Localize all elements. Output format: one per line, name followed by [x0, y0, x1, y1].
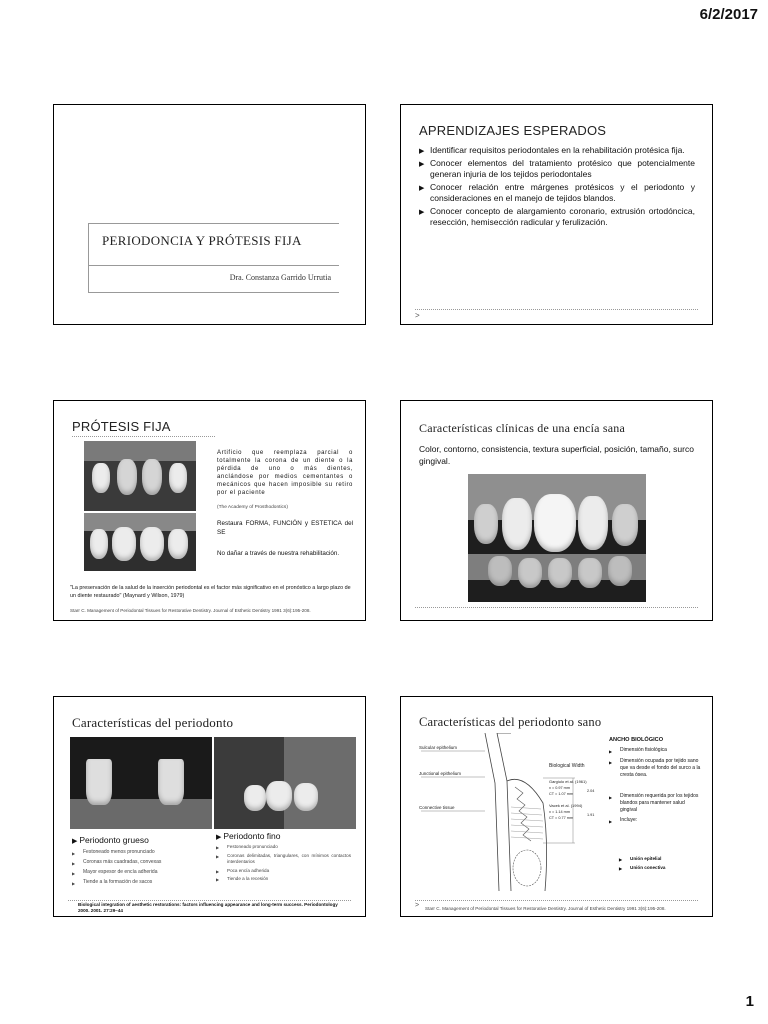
author-name: Dra. Constanza Garrido Urrutia	[229, 273, 331, 282]
arrow-bullet-icon: ▶	[216, 834, 224, 841]
corner-arrow-icon: >	[415, 902, 420, 909]
list-item: ▶ Tiende a la formación de sacos	[72, 879, 153, 886]
arrow-bullet-icon: ▶	[419, 209, 425, 216]
list-item: ▶ Coronas delimitadas, triangulares, con mínimos contactos interdentarios	[216, 852, 351, 864]
thin-title: ▶ Periodonto fino	[216, 831, 281, 841]
ancho-biologico-title: ANCHO BIOLÓGICO	[609, 737, 664, 743]
list-item: ▶ Dimensión ocupada por tejido sano que va desde el fondo del surco a la cresta ósea.	[609, 758, 701, 778]
incluye-sublist	[619, 855, 699, 873]
list-item: ▶ Identificar requisitos periodontales en la rehabilitación protésica fija.	[419, 145, 685, 155]
connective-label: Connective tissue	[419, 805, 455, 810]
arrow-bullet-icon: ▶	[216, 868, 220, 874]
vacek-line1: x = 1.14 mm	[549, 810, 570, 814]
reference: Biological integration of aesthetic restorations: factors influencing appearance and long-term success. Periodontology 2000. 2001. 27:29–44	[78, 902, 338, 913]
biological-width-diagram	[415, 733, 605, 891]
list-item: ▶ Incluye:	[609, 817, 638, 824]
vacek-ref: Vacek et al. (1994)	[549, 803, 583, 808]
divider	[72, 436, 215, 437]
author-frame	[88, 265, 339, 293]
arrow-bullet-icon: ▶	[419, 161, 425, 168]
thin-list	[216, 844, 351, 885]
slide-objectives	[400, 104, 713, 325]
slide-periodonto-sano	[400, 696, 713, 917]
arrow-bullet-icon: ▶	[216, 877, 220, 882]
list-item: ▶ Conocer elementos del tratamiento protésico que potencialmente generan injuria de los tejidos periodontales	[419, 158, 695, 179]
arrow-bullet-icon: ▶	[419, 185, 425, 192]
bw-title: Biological Width	[549, 763, 585, 769]
list-item: ▶ Tiende a la recesión	[216, 876, 269, 882]
vacek-line2: CT = 0.77 mm	[549, 816, 574, 820]
thin-periodontium-photo	[214, 737, 356, 829]
restore-text: Restaura FORMA, FUNCIÓN y ESTETICA del SE	[217, 520, 353, 536]
reference: Starr C. Management of Periodontal Tissues for Restorative Dentistry. Journal of Esthetic Dentistry 1991 3(6):195-208.	[70, 608, 311, 613]
prepared-teeth-photo	[84, 441, 196, 511]
slide-encia-sana	[400, 400, 713, 621]
list-item: ▶ Dimensión requerida por los tejidos blandos para mantener salud gingival	[609, 793, 699, 813]
divider	[415, 309, 698, 310]
page-date: 6/2/2017	[699, 6, 758, 23]
encia-text: Color, contorno, consistencia, textura superficial, posición, tamaño, surco gingival.	[419, 444, 694, 466]
arrow-bullet-icon: ▶	[72, 881, 76, 886]
divider	[415, 900, 698, 901]
restored-teeth-photo	[84, 513, 196, 571]
arrow-bullet-icon: ▶	[216, 845, 220, 850]
gargiulo-line2: CT = 1.07 mm	[549, 792, 574, 796]
list-item: ▶ Festoneado pronunciado	[216, 844, 278, 850]
objectives-title: APRENDIZAJES ESPERADOS	[419, 123, 607, 138]
arrow-bullet-icon: ▶	[619, 857, 623, 862]
thick-list	[72, 849, 202, 889]
arrow-bullet-icon: ▶	[72, 871, 76, 876]
thick-title: ▶ Periodonto grueso	[72, 835, 149, 845]
healthy-gingiva-photo	[468, 474, 646, 602]
divider	[68, 900, 351, 901]
objectives-list	[419, 145, 695, 230]
thick-periodontium-photo	[70, 737, 212, 829]
gargiulo-line1: x = 0.97 mm	[549, 786, 570, 790]
page-number: 1	[745, 993, 754, 1010]
ancho-list	[609, 747, 701, 827]
junctional-label: Junctional epithelium	[419, 771, 462, 776]
list-item: ▶ Unión conectiva	[619, 865, 666, 871]
list-item: ▶ Festoneado menos pronunciado	[72, 849, 155, 856]
protesis-title: PRÓTESIS FIJA	[72, 419, 171, 434]
reference: Starr C. Management of Periodontal Tissues for Restorative Dentistry. Journal of Esthetic Dentistry 1991 3(6):195-208.	[425, 906, 666, 911]
gargiulo-sum: 2.04	[587, 789, 595, 793]
arrow-bullet-icon: ▶	[419, 148, 425, 155]
slide-protesis-fija	[53, 400, 366, 621]
definition-source: (The Academy of Prosthodontics)	[217, 505, 288, 510]
list-item: ▶ Coronas más cuadradas, convexas	[72, 859, 162, 866]
sulcular-label: Sulcular epithelium	[419, 745, 458, 750]
periodonto-title: Características del periodonto	[72, 715, 234, 730]
arrow-bullet-icon: ▶	[216, 853, 220, 859]
arrow-bullet-icon: ▶	[72, 851, 76, 856]
arrow-bullet-icon: ▶	[609, 819, 613, 824]
arrow-bullet-icon: ▶	[72, 838, 80, 845]
slide-periodonto	[53, 696, 366, 917]
arrow-bullet-icon: ▶	[609, 795, 613, 800]
arrow-bullet-icon: ▶	[72, 861, 76, 866]
definition-text: Artificio que reemplaza parcial o totalmente la corona de un diente o la pérdida de uno o más dientes, anclándose por medios cementantes o mecánicos que hacen imposible su retiro por el paciente	[217, 450, 353, 496]
list-item: ▶ Unión epitelial	[619, 856, 662, 862]
arrow-bullet-icon: ▶	[609, 749, 613, 754]
no-harm-text: No dañar a través de nuestra rehabilitación.	[217, 550, 340, 557]
periodonto-sano-title: Características del periodonto sano	[419, 715, 602, 729]
vacek-sum: 1.91	[587, 813, 595, 817]
list-item: ▶ Dimensión fisiológica	[609, 747, 667, 754]
quote-text: "La preservación de la salud de la inserción periodontal es el factor más significativo en el pronóstico a largo plazo de un diente restaurado" (Maynard y Wilson, 1979)	[70, 585, 351, 599]
slide-title	[53, 104, 366, 325]
encia-title: Características clínicas de una encía sana	[419, 421, 625, 435]
divider	[415, 607, 698, 608]
list-item: ▶ Conocer concepto de alargamiento coronario, extrusión ortodóncica, resección, hemisección radicular y ferulización.	[419, 206, 695, 227]
list-item: ▶ Mayor espesor de encía adherida	[72, 869, 158, 876]
gargiulo-ref: Gargiulo et al. (1961)	[549, 779, 587, 784]
arrow-bullet-icon: ▶	[609, 760, 613, 765]
arrow-bullet-icon: ▶	[619, 866, 623, 871]
list-item: ▶ Conocer relación entre márgenes protésicos y el periodonto y consideraciones en el manejo de tejidos blandos.	[419, 182, 695, 203]
slide-title-text: PERIODONCIA Y PRÓTESIS FIJA	[102, 233, 302, 248]
list-item: ▶ Poca encía adherida	[216, 867, 270, 874]
corner-arrow-icon: >	[415, 311, 420, 320]
